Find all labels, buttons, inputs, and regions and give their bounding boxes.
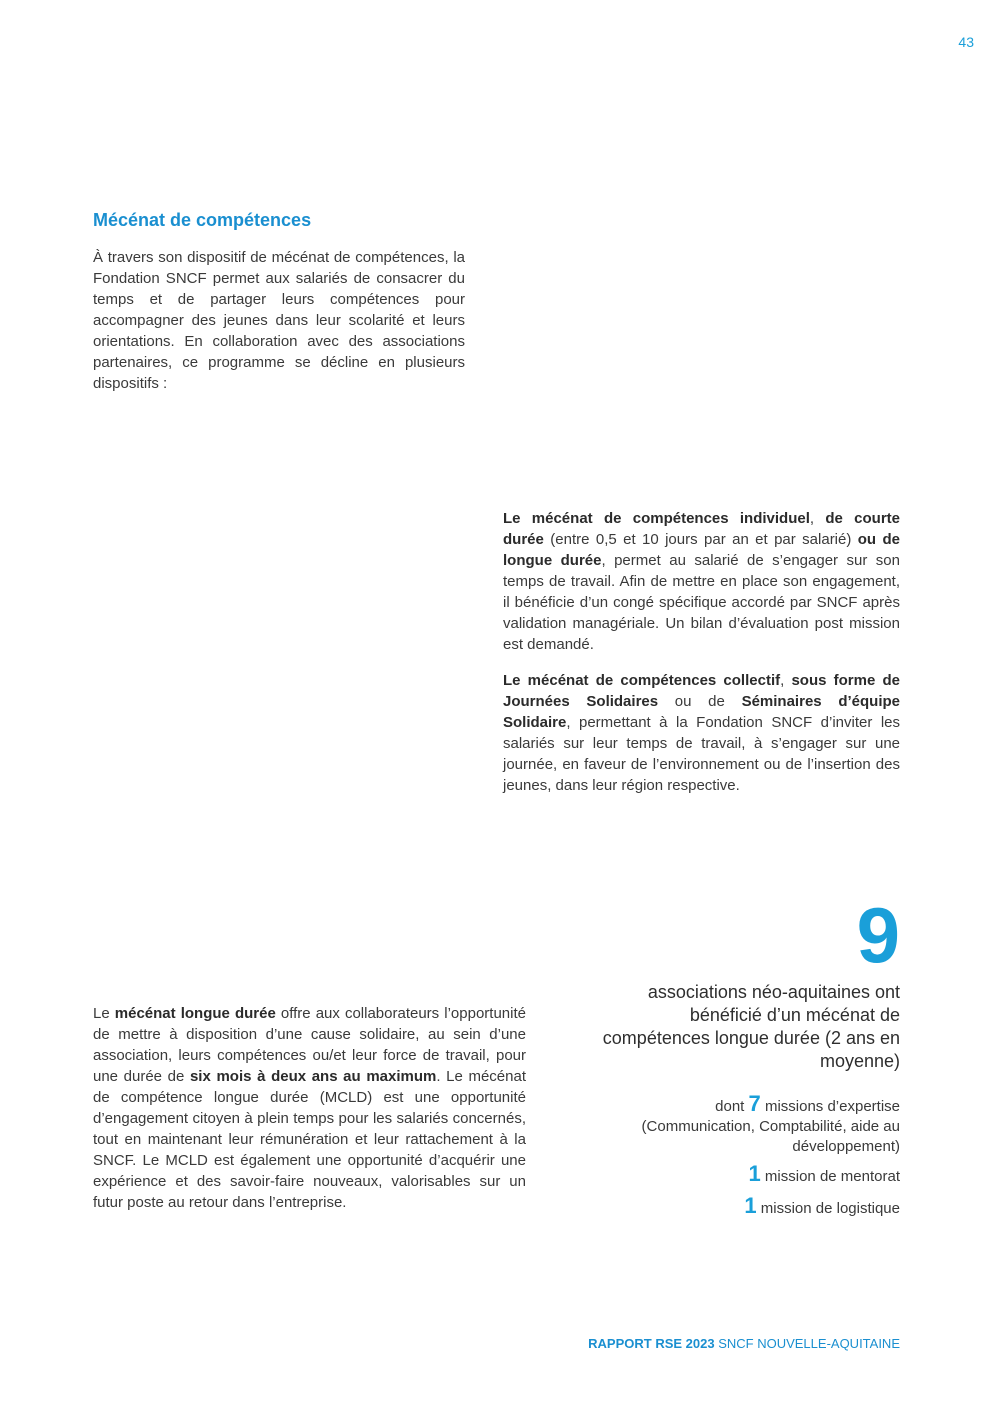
individual-sponsorship-paragraph — [503, 508, 900, 655]
text: offre aux collaborateurs l’opportunité de mettre à disposition d’une cause solidaire, au sein d’une association, leurs compétences ou/et leur force de travail, pour une durée de — [93, 1005, 526, 1085]
text: mission de logistique — [756, 1200, 900, 1217]
text: mission de mentorat — [760, 1168, 900, 1185]
key-figure-label: associations néo-aquitaines ont bénéficié d’un mécénat de compétences longue durée (2 ans en moyenne) — [602, 982, 900, 1071]
bold-text: six mois à deux ans au maximum — [189, 1068, 437, 1085]
text: , — [809, 510, 826, 527]
text: dont — [715, 1098, 749, 1115]
long-term-sponsorship-paragraph — [93, 1003, 526, 1213]
key-figure-number: 9 — [856, 891, 900, 979]
page-number: 43 — [958, 34, 974, 50]
logistics-count: 1 — [744, 1193, 757, 1218]
bold-text: mécénat longue durée — [114, 1005, 276, 1022]
collective-sponsorship-paragraph — [503, 670, 900, 796]
text: missions d’expertise (Communication, Comptabilité, aide au développement) — [641, 1098, 900, 1155]
bold-text: de courte durée — [503, 510, 900, 548]
bold-text: Séminaires d’équipe Solidaire — [503, 693, 900, 731]
text: . Le mécénat de compétence longue durée (MCLD) est une opportunité d’engagement citoyen à plein temps pour les salariés concernés, tout en maintenant leur rémunération et leur rattachement à la SNCF. Le MCLD est également une opportunité d’acquérir une expérience et des savoir-faire nouveaux, valorisables sur un futur poste au retour dans l’entreprise. — [93, 1068, 527, 1211]
bold-text: sous forme de Journées Solidaires — [503, 672, 900, 710]
mentoring-count: 1 — [748, 1161, 761, 1186]
footer-report-title — [588, 1336, 900, 1351]
expertise-count: 7 — [748, 1091, 761, 1116]
logistics-missions — [744, 1193, 900, 1219]
text: , — [780, 672, 792, 689]
text: , permet au salarié de s’engager sur son temps de travail. Afin de mettre en place son engagement, il bénéficie d’un congé spécifique accordé par SNCF après validation managériale. Un bilan d’évaluation post mission est demandé. — [503, 552, 900, 653]
text: Le — [93, 1005, 115, 1022]
section-heading: Mécénat de compétences — [93, 210, 312, 230]
expertise-missions — [640, 1091, 900, 1157]
footer-rest: SNCF NOUVELLE-AQUITAINE — [714, 1336, 900, 1351]
bold-text: Le mécénat de compétences collectif — [503, 672, 781, 689]
text: (entre 0,5 et 10 jours par an et par salarié) — [543, 531, 858, 548]
intro-paragraph: À travers son dispositif de mécénat de compétences, la Fondation SNCF permet aux salariés de consacrer du temps et de partager leurs compétences pour accompagner des jeunes dans leur scolarité et leurs orientations. En collaboration avec des associations partenaires, ce programme se décline en plusieurs dispositifs : — [93, 249, 465, 392]
bold-text: Le mécénat de compétences individuel — [503, 510, 810, 527]
text: ou de — [658, 693, 742, 710]
footer-bold: RAPPORT RSE 2023 — [588, 1336, 715, 1351]
bold-text: ou de longue durée — [503, 531, 900, 569]
text: , permettant à la Fondation SNCF d’inviter les salariés sur leur temps de travail, à s’engager sur une journée, en faveur de l’environnement ou de l’insertion des jeunes, dans leur région respective. — [503, 714, 900, 794]
mentoring-missions — [748, 1161, 900, 1187]
